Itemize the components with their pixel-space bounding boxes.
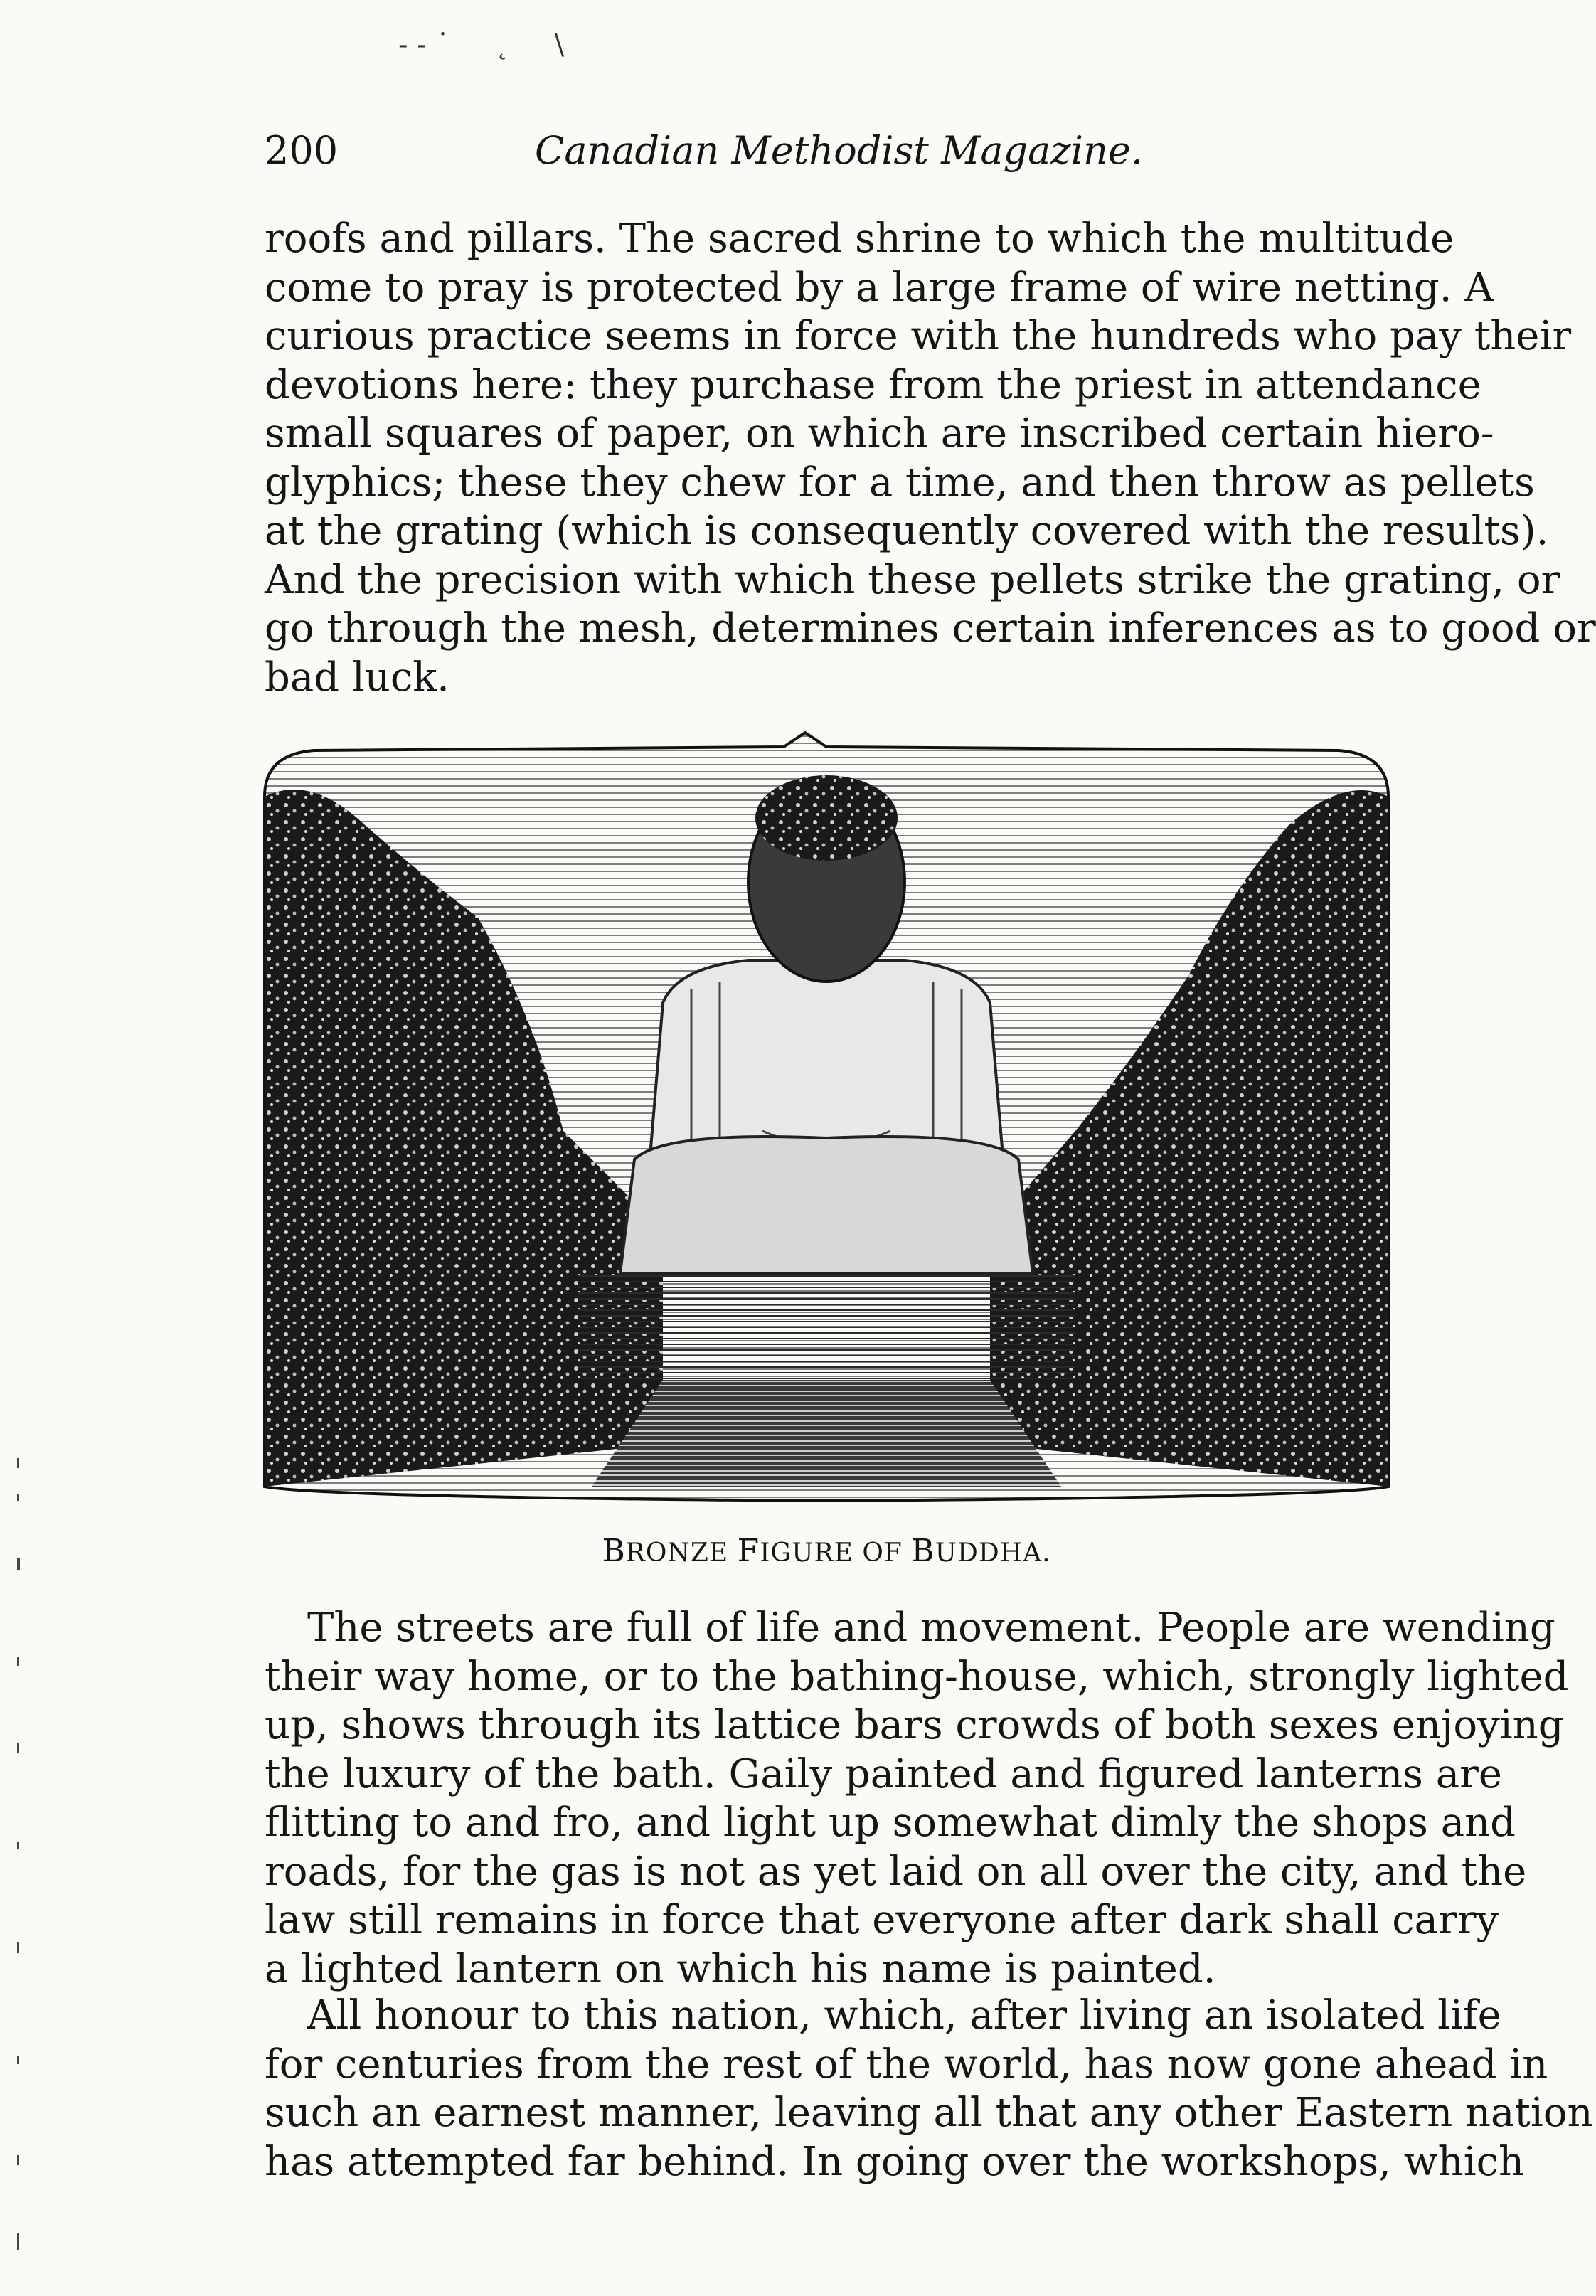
text-line: curious practice seems in force with the hundreds who pay their	[265, 313, 1572, 359]
text-line: has attempted far behind. In going over the workshops, which	[265, 2138, 1525, 2185]
text-line: at the grating (which is consequently covered with the results).	[265, 508, 1549, 554]
text-line: for centuries from the rest of the world, has now gone ahead in	[265, 2041, 1548, 2088]
buddha-lap	[620, 1137, 1033, 1273]
text-line: The streets are full of life and movement. People are wending	[307, 1605, 1555, 1651]
caption-part: B	[911, 1533, 935, 1569]
caption-part: B	[602, 1533, 626, 1569]
buddha-engraving	[265, 733, 1388, 1501]
pedestal	[578, 1273, 1075, 1380]
text-line: All honour to this nation, which, after living an isolated life	[307, 1992, 1501, 2039]
text-line: come to pray is protected by a large frame of wire netting. A	[265, 264, 1494, 311]
caption-part: UDDHA.	[935, 1538, 1051, 1568]
figure-caption	[265, 1533, 1388, 1569]
scan-mark: - - ˙ ˛ \	[398, 28, 565, 61]
paragraph-3	[265, 1992, 1593, 2186]
running-title: Canadian Methodist Magazine.	[535, 128, 1143, 173]
paragraph-2	[265, 1604, 1569, 1994]
text-line: the luxury of the bath. Gaily painted and figured lanterns are	[265, 1750, 1502, 1797]
caption-part: IGURE OF	[760, 1538, 912, 1568]
text-line: roads, for the gas is not as yet laid on all over the city, and the	[265, 1848, 1527, 1895]
text-line: a lighted lantern on which his name is painted.	[265, 1945, 1216, 1992]
engraving-illustration	[265, 733, 1388, 1501]
binding-edge-marks	[7, 1444, 36, 2283]
page-number: 200	[265, 128, 339, 173]
text-line: glyphics; these they chew for a time, and then throw as pellets	[265, 459, 1535, 506]
buddha-hair	[755, 775, 898, 861]
text-line: their way home, or to the bathing-house, which, strongly lighted	[265, 1653, 1569, 1700]
text-line: up, shows through its lattice bars crowds of both sexes enjoying	[265, 1702, 1564, 1748]
caption-part: RONZE	[625, 1538, 738, 1568]
text-line: small squares of paper, on which are inscribed certain hiero-	[265, 410, 1494, 457]
caption-part: F	[737, 1533, 760, 1569]
text-line: go through the mesh, determines certain inferences as to good or	[265, 605, 1596, 652]
text-line: bad luck.	[265, 654, 449, 701]
paragraph-1	[265, 215, 1596, 702]
text-line: law still remains in force that everyone after dark shall carry	[265, 1897, 1499, 1943]
text-line: devotions here: they purchase from the priest in attendance	[265, 361, 1481, 408]
text-line: such an earnest manner, leaving all that any other Eastern nation	[265, 2090, 1593, 2136]
text-line: And the precision with which these pellets strike the grating, or	[265, 556, 1560, 603]
text-line: flitting to and fro, and light up somewhat dimly the shops and	[265, 1800, 1516, 1846]
stone-steps	[592, 1380, 1061, 1487]
text-line: roofs and pillars. The sacred shrine to which the multitude	[265, 216, 1454, 262]
page-header	[265, 128, 1388, 192]
